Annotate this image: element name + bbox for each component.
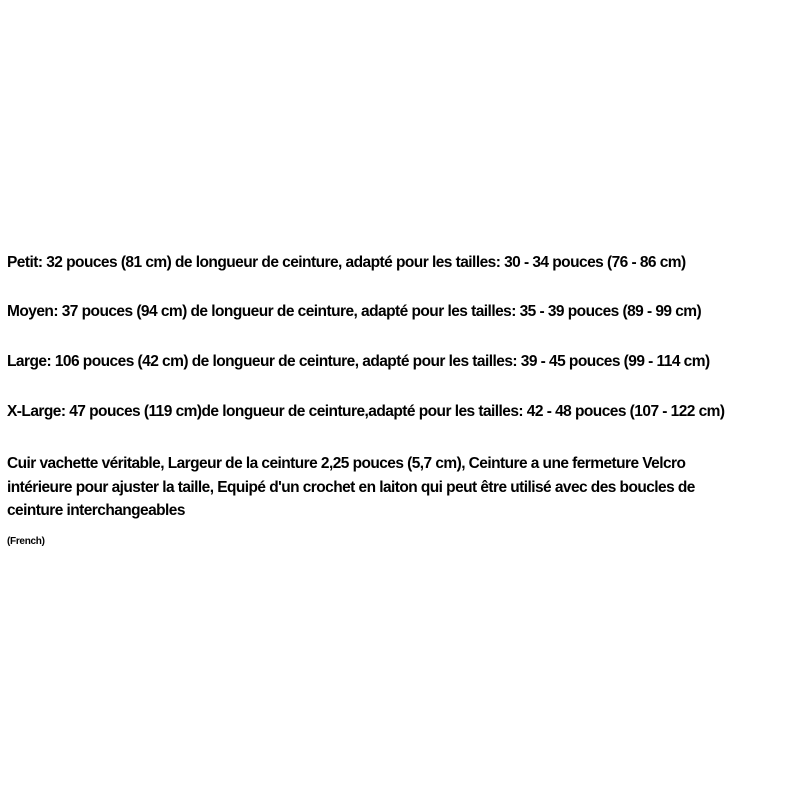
- language-note: (French): [7, 536, 45, 547]
- description-line-3: ceinture interchangeables: [7, 502, 185, 519]
- size-line-large: Large: 106 pouces (42 cm) de longueur de ceinture, adapté pour les tailles: 39 - 45 pouces (99 - 114 cm): [7, 353, 710, 370]
- material-description: [7, 452, 797, 523]
- size-line-small: Petit: 32 pouces (81 cm) de longueur de ceinture, adapté pour les tailles: 30 - 34 pouces (76 - 86 cm): [7, 254, 686, 271]
- size-line-medium: Moyen: 37 pouces (94 cm) de longueur de ceinture, adapté pour les tailles: 35 - 39 pouces (89 - 99 cm): [7, 303, 702, 320]
- description-line-1: Cuir vachette véritable, Largeur de la ceinture 2,25 pouces (5,7 cm), Ceinture a une fermeture Velcro: [7, 455, 686, 472]
- size-line-xlarge: X-Large: 47 pouces (119 cm)de longueur de ceinture,adapté pour les tailles: 42 - 48 pouces (107 - 122 cm): [7, 403, 725, 420]
- description-line-2: intérieure pour ajuster la taille, Equipé d'un crochet en laiton qui peut être utilisé avec des boucles de: [7, 478, 695, 496]
